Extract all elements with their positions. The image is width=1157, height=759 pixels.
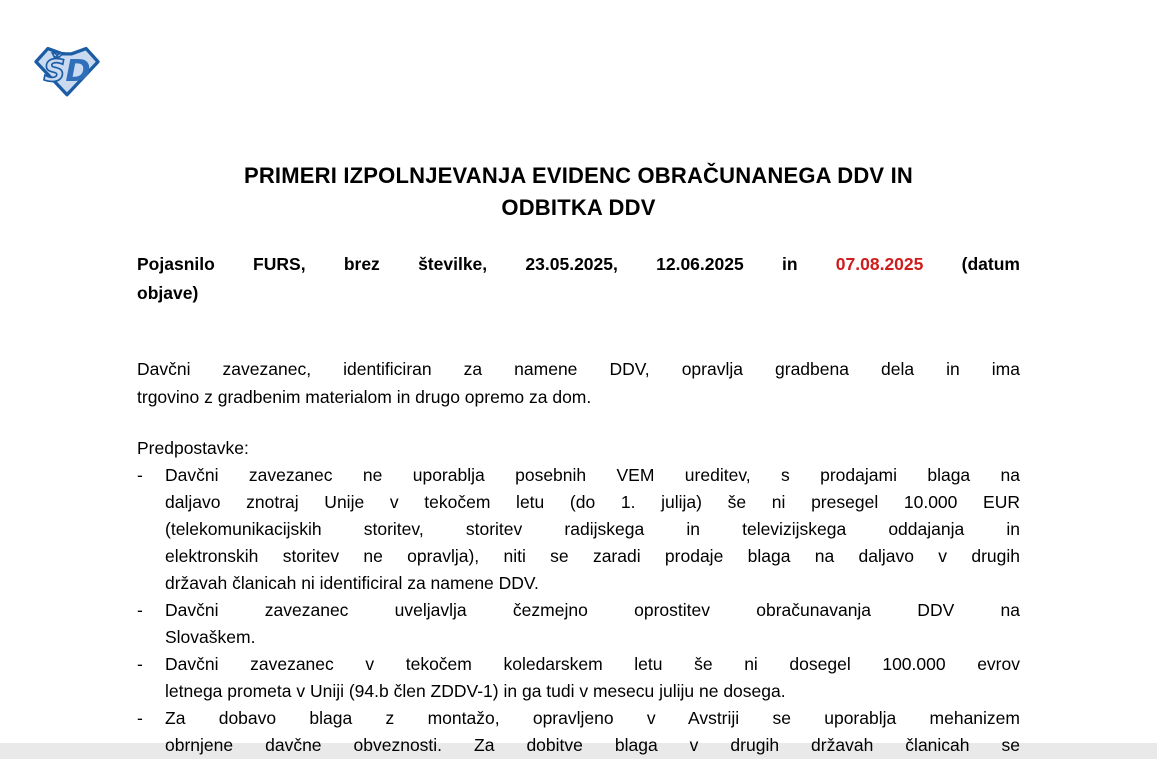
- logo-letters: ŠD: [43, 53, 91, 89]
- text-line: obrnjene davčne obveznosti. Za dobitve blaga v drugih državah članicah se: [165, 735, 1020, 755]
- assumption-text: [165, 462, 1020, 597]
- text-line: letnega prometa v Uniji (94.b člen ZDDV-1) in ga tudi v mesecu juliju ne dosega.: [165, 681, 786, 701]
- text-line: trgovino z gradbenim materialom in drugo opremo za dom.: [137, 387, 592, 407]
- text-line: elektronskih storitev ne opravlja), niti se zaradi prodaje blaga na daljavo v drugih: [165, 546, 1020, 566]
- text-line: državah članicah ni identificiral za namene DDV.: [165, 573, 539, 593]
- bullet-dash: -: [137, 600, 143, 620]
- text-line: Davčni zavezanec ne uporablja posebnih VEM ureditev, s prodajami blaga na: [165, 465, 1020, 485]
- intro-paragraph: [137, 355, 1020, 411]
- bullet-dash: -: [137, 654, 143, 674]
- text-line: ODBITKA DDV: [501, 195, 656, 220]
- document-title: [137, 160, 1020, 224]
- assumption-item: [137, 705, 1020, 759]
- text-line: PRIMERI IZPOLNJEVANJA EVIDENC OBRAČUNANEGA DDV IN: [243, 163, 914, 188]
- assumption-item: [137, 651, 1020, 705]
- bullet-dash: -: [137, 465, 143, 485]
- assumption-item: [137, 462, 1020, 597]
- assumption-text: [165, 705, 1020, 759]
- publication-date-highlight: 07.08.2025: [835, 254, 924, 274]
- document-subtitle: [137, 250, 1020, 308]
- subtitle-line-1: [137, 250, 1020, 279]
- text-line: Davčni zavezanec, identificiran za namene DDV, opravlja gradbena dela in ima: [137, 359, 1020, 379]
- subtitle-text-before-date: Pojasnilo FURS, brez številke, 23.05.2025, 12.06.2025 in: [137, 254, 836, 274]
- text-line: Za dobavo blaga z montažo, opravljeno v Avstriji se uporablja mehanizem: [165, 708, 1020, 728]
- text-line: (telekomunikacijskih storitev, storitev radijskega in televizijskega oddajanja in: [165, 519, 1020, 539]
- assumptions-list: [137, 462, 1020, 759]
- assumption-text: [165, 651, 1020, 705]
- assumption-item: [137, 597, 1020, 651]
- subtitle-text-after-date: (datum: [923, 254, 1020, 274]
- text-line: Davčni zavezanec v tekočem koledarskem letu še ni dosegel 100.000 evrov: [165, 654, 1020, 674]
- text-line: Slovaškem.: [165, 627, 256, 647]
- bullet-dash: -: [137, 708, 143, 728]
- assumptions-heading: Predpostavke:: [137, 438, 249, 458]
- text-line: Davčni zavezanec uveljavlja čezmejno oprostitev obračunavanja DDV na: [165, 600, 1020, 620]
- assumption-text: [165, 597, 1020, 651]
- text-line: daljavo znotraj Unije v tekočem letu (do 1. julija) še ni presegel 10.000 EUR: [165, 492, 1020, 512]
- shield-logo-icon: [34, 45, 100, 97]
- company-logo: [34, 45, 100, 97]
- subtitle-line-2: objave): [137, 283, 199, 303]
